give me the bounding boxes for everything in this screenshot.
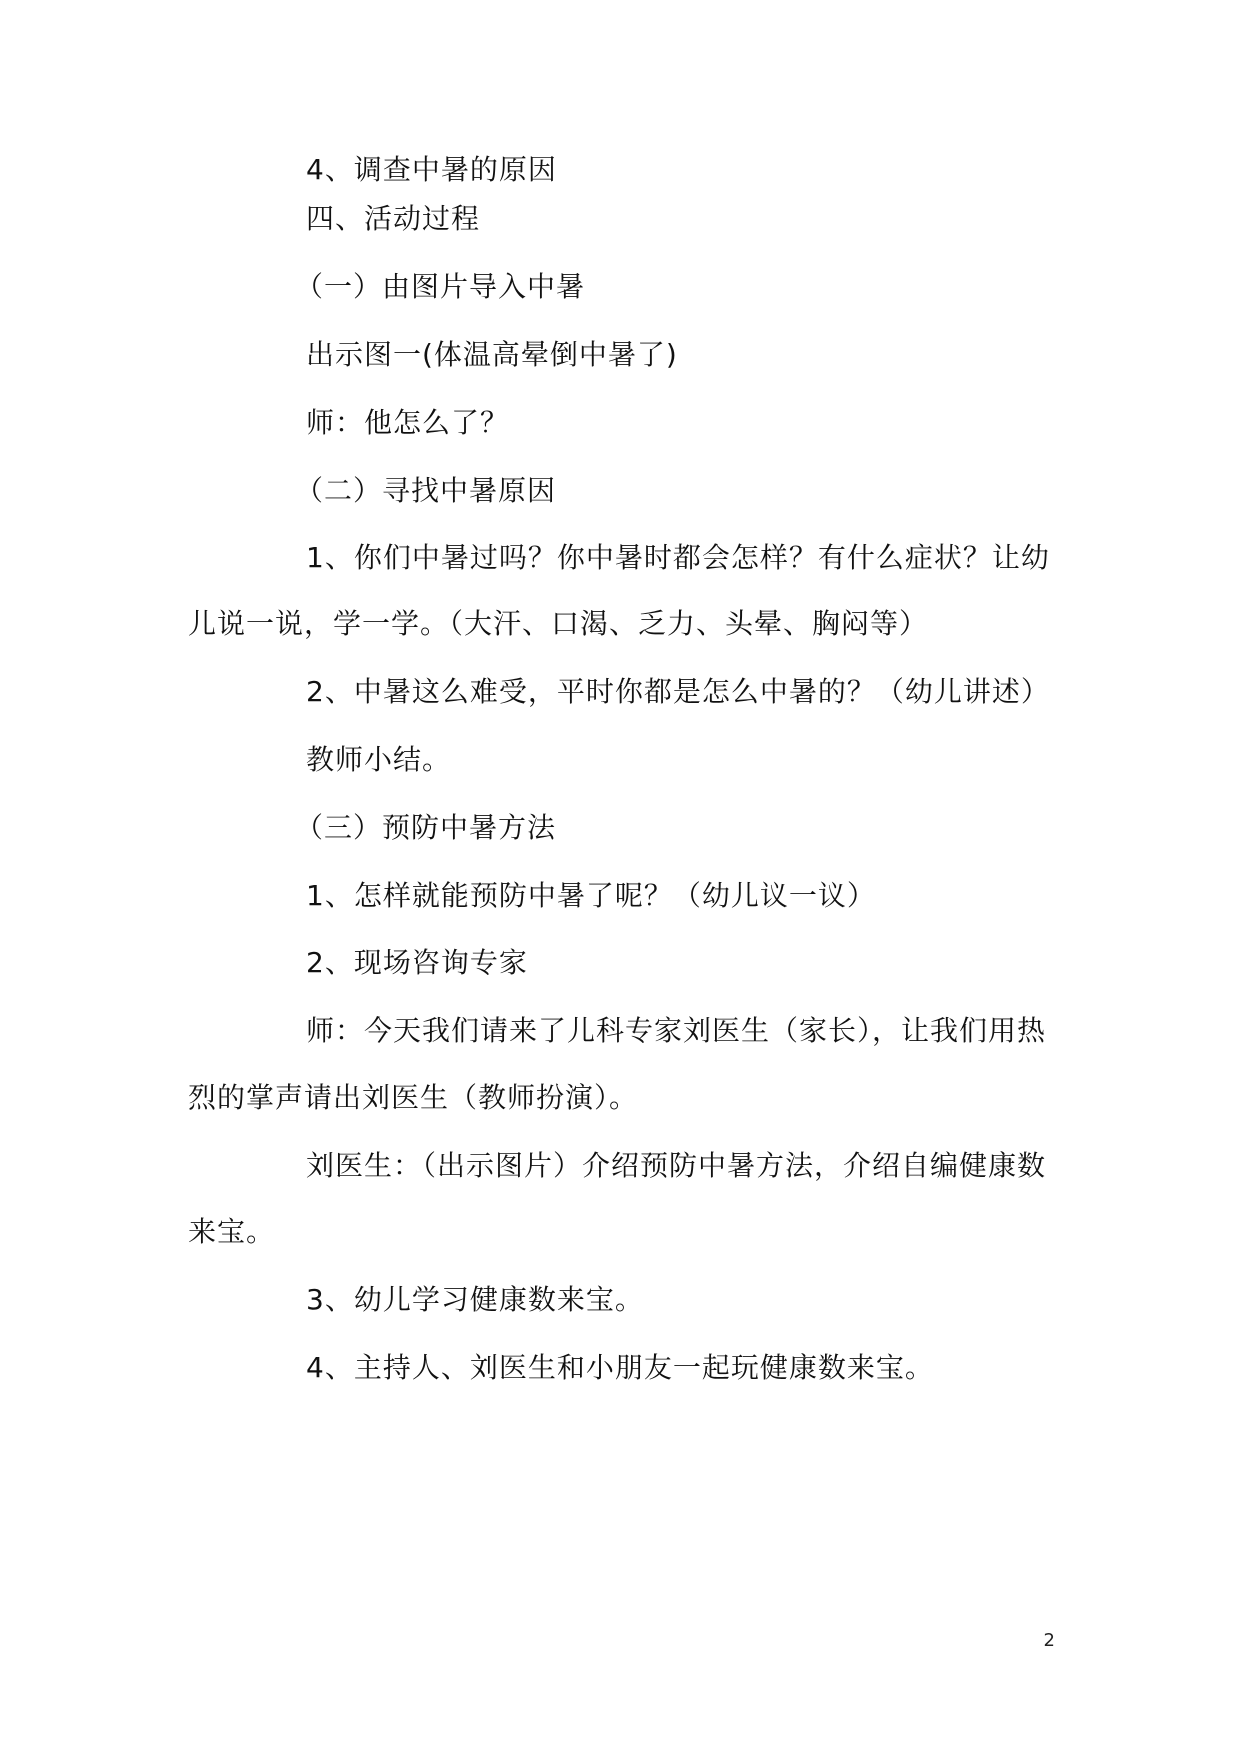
text-line-children-learn: 3、幼儿学习健康数来宝。 [306, 1283, 644, 1316]
text-line-question-one: 1、你们中暑过吗？你中暑时都会怎样？有什么症状？让幼 [306, 541, 1050, 574]
subheading-introduce-heatstroke: （一）由图片导入中暑 [295, 270, 586, 303]
text-line-doctor-introduction-continued: 来宝。 [188, 1215, 276, 1248]
text-line-show-picture-one: 出示图一(体温高晕倒中暑了) [306, 338, 678, 371]
text-line-teacher-invites-doctor-continued: 烈的掌声请出刘医生（教师扮演）。 [188, 1081, 639, 1114]
text-line-teacher-question: 师：他怎么了？ [306, 406, 510, 439]
text-line-play-together: 4、主持人、刘医生和小朋友一起玩健康数来宝。 [306, 1351, 934, 1384]
text-line-question-two: 2、中暑这么难受，平时你都是怎么中暑的？（幼儿讲述） [306, 675, 1050, 708]
text-line-doctor-introduction: 刘医生：（出示图片）介绍预防中暑方法，介绍自编健康数 [306, 1149, 1047, 1182]
text-line-consult-expert: 2、现场咨询专家 [306, 946, 528, 979]
text-line-teacher-invites-doctor: 师：今天我们请来了儿科专家刘医生（家长），让我们用热 [306, 1014, 1047, 1047]
text-line-teacher-summary: 教师小结。 [306, 743, 452, 776]
page-number: 2 [1043, 1630, 1055, 1651]
text-line-prevention-question: 1、怎样就能预防中暑了呢？（幼儿议一议） [306, 879, 876, 912]
text-line-survey-causes: 4、调查中暑的原因 [306, 153, 557, 186]
subheading-prevention-methods: （三）预防中暑方法 [295, 811, 557, 844]
section-heading-activity-process: 四、活动过程 [306, 202, 481, 235]
subheading-find-causes: （二）寻找中暑原因 [295, 474, 557, 507]
text-line-question-one-continued: 儿说一说，学一学。（大汗、口渴、乏力、头晕、胸闷等） [188, 607, 929, 640]
